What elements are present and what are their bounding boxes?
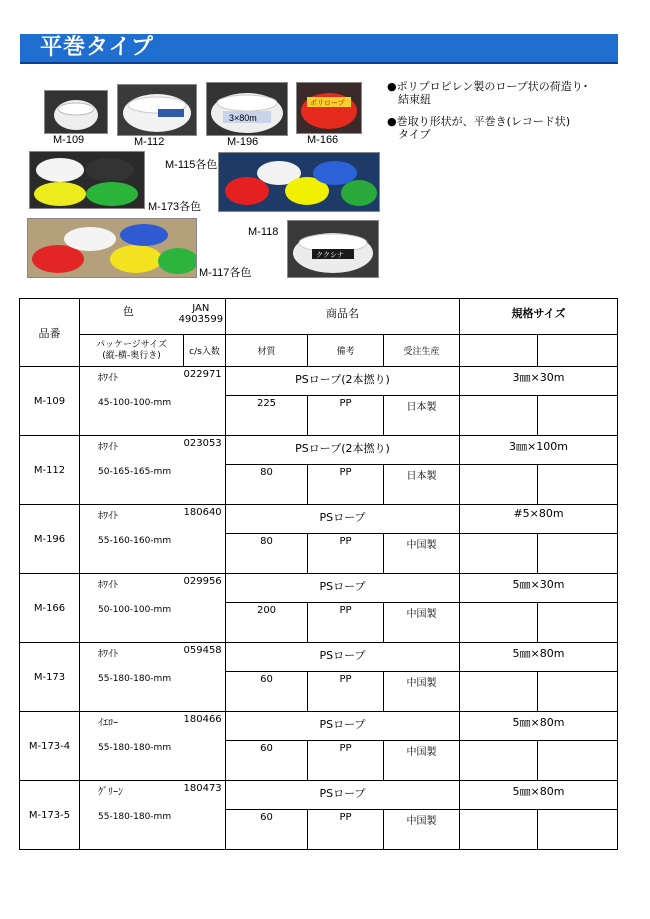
feature-item: ●ポリプロピレン製のロープ状の荷造り･ 結束紐 xyxy=(387,80,589,106)
photo-text-118: ククシナ xyxy=(316,251,344,259)
cell-note: 日本製 xyxy=(384,465,460,505)
product-photo-m196 xyxy=(206,82,288,136)
header-color: 色 xyxy=(122,305,134,318)
label-m115: M-115各色 xyxy=(165,159,218,171)
product-photo-m173 xyxy=(29,151,145,209)
cell-name: PSロープ xyxy=(226,712,460,741)
cell-size-a xyxy=(538,603,618,643)
cell-note: 日本製 xyxy=(384,396,460,436)
cell-material: PP xyxy=(308,396,384,436)
product-photo-m166 xyxy=(296,82,362,134)
cell-color: ﾎﾜｲﾄ xyxy=(80,643,184,672)
label-m166: M-166 xyxy=(307,134,339,146)
table-row-detail xyxy=(20,465,618,505)
cell-code: M-173-4 xyxy=(20,712,80,781)
cell-juchu xyxy=(460,810,538,850)
cell-jan: 022971 xyxy=(184,367,226,396)
header-biko: 備考 xyxy=(308,335,384,367)
cell-juchu xyxy=(460,534,538,574)
cell-jan: 180473 xyxy=(184,781,226,810)
cell-material: PP xyxy=(308,603,384,643)
cell-color: ﾎﾜｲﾄ xyxy=(80,436,184,465)
table-row xyxy=(20,643,618,672)
cell-cs: 60 xyxy=(226,741,308,781)
cell-jan: 029956 xyxy=(184,574,226,603)
cell-jan: 023053 xyxy=(184,436,226,465)
cell-jan: 180466 xyxy=(184,712,226,741)
table-row xyxy=(20,712,618,741)
cell-package: 45-100-100-mm xyxy=(80,396,226,436)
cell-package: 50-165-165-mm xyxy=(80,465,226,505)
header-juchu: 受注生産 xyxy=(384,335,460,367)
cell-size: 5㎜×80m xyxy=(460,712,618,741)
table-row-detail xyxy=(20,396,618,436)
cell-color: ﾎﾜｲﾄ xyxy=(80,367,184,396)
cell-name: PSロープ xyxy=(226,505,460,534)
cell-size: #5×80m xyxy=(460,505,618,534)
header-shohin: 商品名 xyxy=(226,299,460,335)
feature-item: ●巻取り形状が、平巻き(レコード状) タイプ xyxy=(387,115,571,141)
cell-package: 55-160-160-mm xyxy=(80,534,226,574)
cell-name: PSロープ xyxy=(226,643,460,672)
cell-juchu xyxy=(460,672,538,712)
cell-note: 中国製 xyxy=(384,810,460,850)
cell-note: 中国製 xyxy=(384,741,460,781)
cell-cs: 60 xyxy=(226,810,308,850)
header-zai: 材質 xyxy=(226,335,308,367)
cell-name: PSロープ(2本撚り) xyxy=(226,367,460,396)
cell-material: PP xyxy=(308,810,384,850)
cell-code: M-109 xyxy=(20,367,80,436)
table-row xyxy=(20,574,618,603)
cell-jan: 059458 xyxy=(184,643,226,672)
label-m117: M-117各色 xyxy=(199,267,252,279)
cell-code: M-196 xyxy=(20,505,80,574)
label-m112: M-112 xyxy=(134,136,165,148)
cell-size-a xyxy=(538,396,618,436)
cell-size-a xyxy=(538,534,618,574)
cell-code: M-166 xyxy=(20,574,80,643)
cell-size: 3㎜×100m xyxy=(460,436,618,465)
cell-color: ｲｴﾛｰ xyxy=(80,712,184,741)
table-row xyxy=(20,505,618,534)
cell-color: ﾎﾜｲﾄ xyxy=(80,505,184,534)
section-banner xyxy=(20,34,618,64)
cell-material: PP xyxy=(308,465,384,505)
label-m173: M-173各色 xyxy=(148,201,202,213)
cell-material: PP xyxy=(308,534,384,574)
cell-cs: 200 xyxy=(226,603,308,643)
header-empty-2 xyxy=(538,335,618,367)
product-photo-m115 xyxy=(218,152,380,212)
cell-juchu xyxy=(460,741,538,781)
header-cs: c/s入数 xyxy=(184,335,226,367)
cell-package: 55-180-180-mm xyxy=(80,741,226,781)
product-photo-m112 xyxy=(117,84,197,136)
cell-juchu xyxy=(460,465,538,505)
table-row-detail xyxy=(20,672,618,712)
cell-size-a xyxy=(538,672,618,712)
cell-note: 中国製 xyxy=(384,534,460,574)
product-photo-m109 xyxy=(44,90,108,134)
cell-size: 5㎜×30m xyxy=(460,574,618,603)
cell-cs: 80 xyxy=(226,465,308,505)
cell-cs: 80 xyxy=(226,534,308,574)
photo-text-166: ポリロープ xyxy=(310,99,345,107)
cell-note: 中国製 xyxy=(384,603,460,643)
cell-material: PP xyxy=(308,672,384,712)
cell-juchu xyxy=(460,603,538,643)
cell-note: 中国製 xyxy=(384,672,460,712)
cell-name: PSロープ(2本撚り) xyxy=(226,436,460,465)
cell-code: M-173-5 xyxy=(20,781,80,850)
product-photo-m117 xyxy=(27,218,197,278)
header-kikaku: 規格サイズ xyxy=(460,299,618,335)
header-empty-1 xyxy=(460,335,538,367)
label-m109: M-109 xyxy=(53,134,85,146)
cell-name: PSロープ xyxy=(226,781,460,810)
cell-color: ﾎﾜｲﾄ xyxy=(80,574,184,603)
cell-size-a xyxy=(538,465,618,505)
cell-code: M-112 xyxy=(20,436,80,505)
table-row-detail xyxy=(20,603,618,643)
cell-size: 5㎜×80m xyxy=(460,643,618,672)
feature-list xyxy=(387,80,627,150)
cell-cs: 225 xyxy=(226,396,308,436)
cell-package: 55-180-180-mm xyxy=(80,672,226,712)
header-package: パッケージサイズ (縦-横-奥行き) xyxy=(80,335,184,367)
cell-name: PSロープ xyxy=(226,574,460,603)
header-color-jan xyxy=(80,299,226,335)
header-jan: JAN 4903599 xyxy=(178,303,224,325)
cell-juchu xyxy=(460,396,538,436)
section-title: 平巻タイプ xyxy=(40,35,154,60)
cell-package: 55-180-180-mm xyxy=(80,810,226,850)
table-row xyxy=(20,781,618,810)
cell-material: PP xyxy=(308,741,384,781)
label-m196: M-196 xyxy=(227,136,259,148)
product-spec-table xyxy=(19,298,618,850)
cell-cs: 60 xyxy=(226,672,308,712)
cell-code: M-173 xyxy=(20,643,80,712)
table-row-detail xyxy=(20,810,618,850)
product-photo-m118 xyxy=(287,220,379,278)
cell-size-a xyxy=(538,741,618,781)
cell-jan: 180640 xyxy=(184,505,226,534)
cell-size: 3㎜×30m xyxy=(460,367,618,396)
label-m118: M-118 xyxy=(248,226,279,238)
cell-size-a xyxy=(538,810,618,850)
table-row xyxy=(20,367,618,396)
header-hinban: 品番 xyxy=(20,299,80,367)
table-row-detail xyxy=(20,534,618,574)
table-row xyxy=(20,436,618,465)
cell-color: ｸﾞﾘｰﾝ xyxy=(80,781,184,810)
cell-package: 50-100-100-mm xyxy=(80,603,226,643)
table-row-detail xyxy=(20,741,618,781)
photo-text-196: 3×80m xyxy=(229,113,257,123)
cell-size: 5㎜×80m xyxy=(460,781,618,810)
